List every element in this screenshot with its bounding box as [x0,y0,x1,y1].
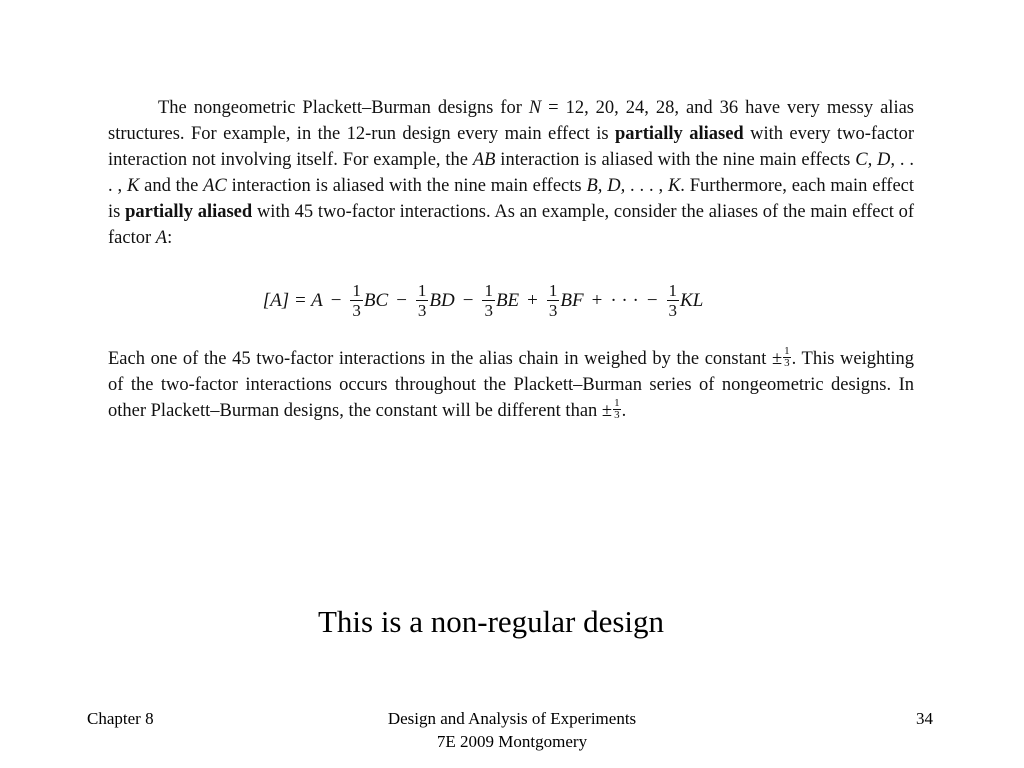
operator: + [591,289,603,311]
math-k: K [126,176,140,197]
fraction [667,282,680,319]
paragraph-aliases [108,95,914,252]
fraction [416,282,429,319]
small-fraction [613,398,621,421]
formula-lhs: [A] = A [262,289,323,311]
text-run: . Furthermore, each main effect is [108,176,915,223]
fraction-denominator: 3 [417,301,427,321]
math-bd: B, D, [586,176,626,197]
slide-subtitle: This is a non-regular design [317,604,665,639]
text-run: interaction is aliased with the nine main effects [495,150,856,171]
math-a: A [155,228,168,249]
text-run: . This weighting of the two-factor interactions occurs throughout the Plackett–Burman series of nongeometric designs. In other Plackett–Burman designs, the constant will be different than ± [108,348,915,421]
text-run: with 45 two-factor interactions. As an example, consider the aliases of the main effect of factor [108,202,914,249]
text-run: The nongeometric Plackett–Burman designs for [158,98,529,118]
textbook-excerpt [108,95,914,424]
fraction-numerator: 1 [352,281,361,301]
term-kl: KL [680,289,704,311]
text-run: interaction is aliased with the nine main effects [226,176,587,197]
term-bd: BD [429,289,455,311]
text-run: . [621,400,627,421]
fraction-numerator: 1 [614,397,620,409]
math-ac: AC [203,176,227,197]
fraction-numerator: 1 [548,281,558,301]
math-n: N [528,98,542,118]
fraction [547,282,560,319]
footer-book-line2: 7E 2009 Montgomery [436,732,588,751]
text-run: with every two-factor interaction not involving itself. For example, the [108,124,914,171]
footer-page-number: 34 [916,709,933,728]
bold-term: partially aliased [614,124,744,145]
paragraph-weighting [108,346,914,424]
term-bc: BC [363,289,389,311]
footer-book-line1: Design and Analysis of Experiments [387,709,637,728]
fraction-denominator: 3 [484,301,493,321]
fraction-numerator: 1 [484,281,493,301]
math-k: K [667,176,681,197]
text-run: . . . , [108,150,915,197]
fraction-denominator: 3 [668,301,678,321]
term-be: BE [495,289,520,311]
operator: − [462,289,474,311]
fraction-numerator: 1 [417,281,427,301]
text-run: and the [139,176,204,197]
fraction-denominator: 3 [614,409,620,421]
text-run: = 12, 20, 24, 28, and 36 have very messy alias structures. For example, in the 12-run design every main effect is [108,98,914,145]
operator: − [646,289,658,311]
text-run: Each one of the 45 two-factor interactions in the alias chain in weighed by the constant ± [108,348,783,369]
fraction-denominator: 3 [548,301,558,321]
fraction [482,282,495,319]
footer-book-title [312,707,712,753]
math-ab: AB [472,150,496,171]
operator: + [527,289,538,311]
text-run: : [167,228,173,249]
fraction-numerator: 1 [668,281,678,301]
bold-term: partially aliased [125,202,253,223]
math-cd: C, D, [855,150,896,171]
term-bf: BF [560,289,584,311]
operator: − [396,289,407,311]
text-run: . . . , [625,176,668,197]
footer-chapter: Chapter 8 [87,709,154,728]
small-fraction [783,346,791,369]
fraction-numerator: 1 [784,344,790,357]
alias-formula [108,272,914,330]
fraction-denominator: 3 [784,356,790,369]
fraction [350,282,363,319]
ellipsis: · · · [610,289,639,311]
fraction-denominator: 3 [352,301,361,321]
operator: − [330,289,342,311]
